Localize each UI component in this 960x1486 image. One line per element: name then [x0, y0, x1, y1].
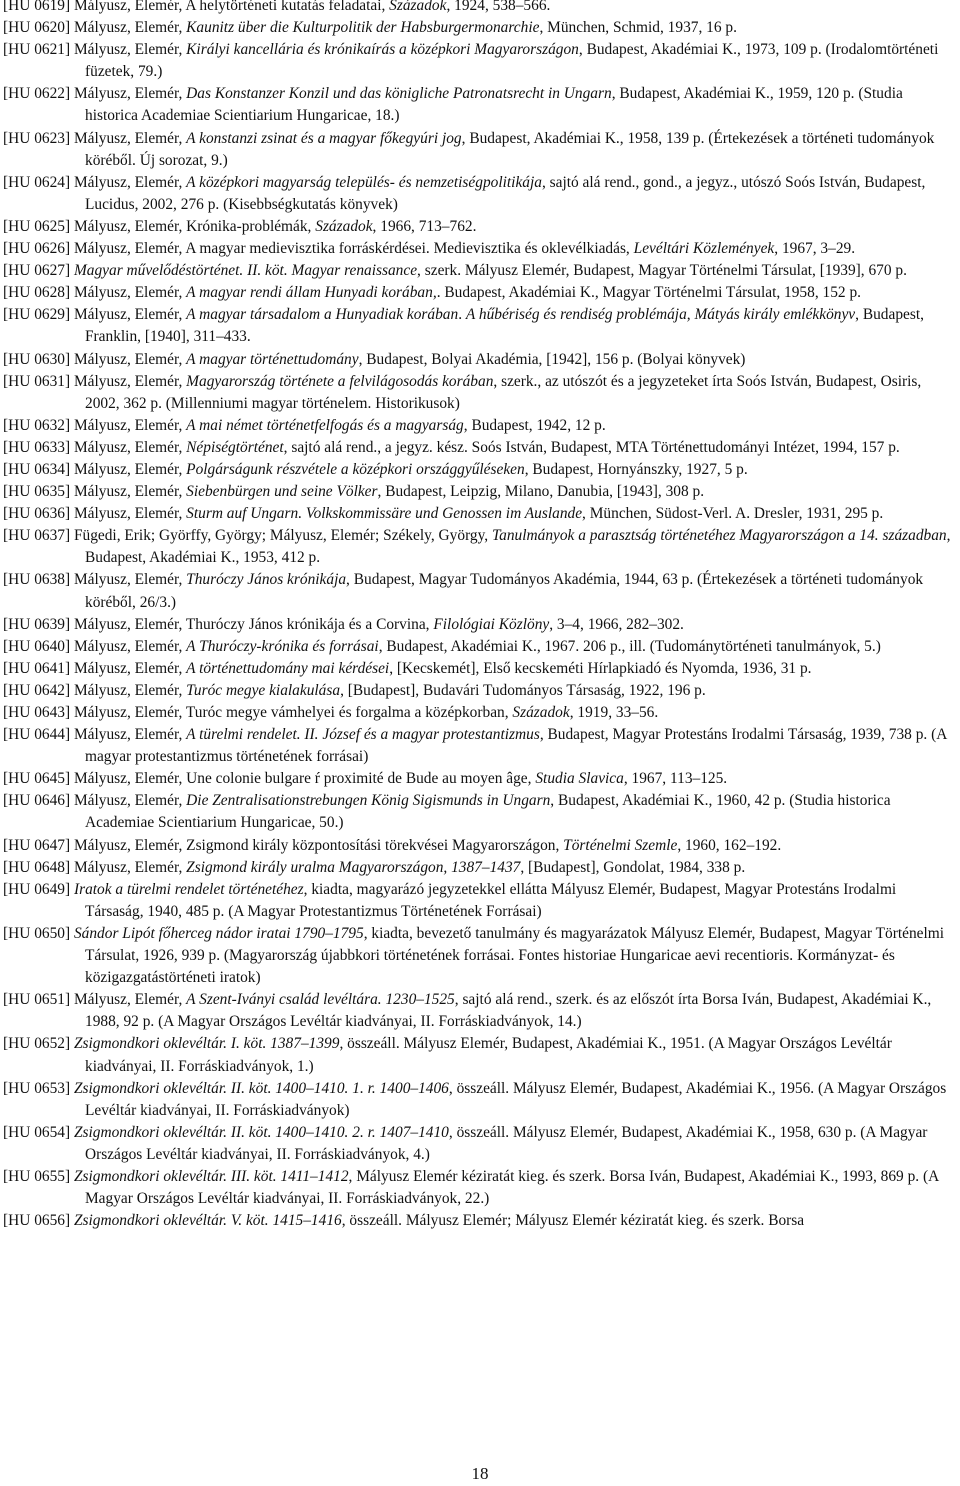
entry-text: [HU 0636] Mályusz, Elemér, — [3, 505, 187, 523]
bibliography-entry — [3, 282, 956, 304]
bibliography-entry — [3, 260, 956, 282]
entry-title-italic: Filológiai Közlöny — [433, 615, 550, 633]
entry-text: , sajtó alá rend., szerk. és az előszót írta Borsa Iván, Budapest, Akadémiai K., 1988, 92 p. (A Magyar Országos Levéltár kiadványai, II. Forráskiadványok, 14.) — [85, 991, 932, 1031]
bibliography-entry — [3, 614, 956, 636]
entry-text: [HU 0622] Mályusz, Elemér, — [3, 85, 187, 103]
entry-title-italic: Századok — [512, 704, 570, 721]
bibliography-entry — [3, 1210, 956, 1232]
entry-text: [HU 0648] Mályusz, Elemér, — [3, 858, 187, 876]
entry-text: , [Budapest], Budavári Tudományos Társaság, 1922, 196 p. — [340, 681, 706, 699]
bibliography-entry — [3, 724, 956, 768]
entry-text: [HU 0650] — [3, 924, 74, 942]
bibliography-entry — [3, 459, 956, 481]
entry-title-italic: Századok — [389, 0, 447, 14]
bibliography-entry — [3, 790, 956, 834]
entry-text: , Budapest, Akadémiai K., 1958, 139 p. (Értekezések a történeti tudományok köréből. Új sorozat, 9.) — [85, 129, 935, 169]
entry-text: , Budapest, Leipzig, Milano, Danubia, [1943], 308 p. — [377, 483, 705, 501]
entry-text: , Budapest, Magyar Tudományos Akadémia, 1944, 63 p. (Értekezések a történeti tudományok köréből, 26/3.) — [85, 571, 924, 611]
entry-text: , kiadta, bevezető tanulmány és magyarázatok Mályusz Elemér, Budapest, Magyar Történelmi Társulat, 1926, 939 p. (Magyarország újabbkori történetének forrásai. Fontes historiae Hungaricae aevi recentioris. Kormányzat- és közigazgatástörténeti iratok) — [85, 924, 945, 987]
entry-text: , szerk. Mályusz Elemér, Budapest, Magyar Történelmi Társulat, [1939], 670 p. — [417, 262, 907, 280]
entry-text: . Budapest, Akadémiai K., Magyar Történelmi Társulat, 1958, 152 p. — [436, 284, 861, 302]
entry-text: [HU 0656] — [3, 1212, 74, 1230]
entry-text: [HU 0621] Mályusz, Elemér, — [3, 41, 187, 59]
entry-text: [HU 0638] Mályusz, Elemér, — [3, 571, 187, 589]
entry-title-italic: A magyar társadalom a Hunyadiak korában — [186, 306, 459, 324]
bibliography-entry — [3, 569, 956, 613]
entry-text: [HU 0620] Mályusz, Elemér, — [3, 19, 187, 37]
entry-title-italic: Siebenbürgen und seine Völker — [186, 483, 378, 501]
entry-title-italic: Tanulmányok a parasztság történetéhez Magyarországon a 14. században — [492, 527, 947, 545]
entry-title-italic: Turóc megye kialakulása — [186, 681, 341, 699]
entry-text: . — [458, 306, 466, 324]
bibliography-entry — [3, 1033, 956, 1077]
bibliography-entry — [3, 83, 956, 127]
entry-text: , Budapest, Akadémiai K., 1967. 206 p., ill. (Tudománytörténeti tanulmányok, 5.) — [378, 637, 881, 655]
bibliography-entry — [3, 989, 956, 1033]
bibliography-entry — [3, 1122, 956, 1166]
entry-title-italic: Iratok a türelmi rendelet történetéhez — [73, 880, 304, 898]
entry-title-italic: A mai német történetfelfogás és a magyarság — [186, 416, 464, 434]
bibliography-entry — [3, 0, 956, 17]
entry-title-italic: Zsigmondkori oklevéltár. I. köt. 1387–1399 — [73, 1035, 340, 1053]
entry-text: , 1960, 162–192. — [677, 836, 782, 854]
entry-title-italic: Magyar művelődéstörténet. II. köt. Magyar renaissance — [73, 262, 418, 280]
entry-title-italic: A magyar történettudomány — [186, 350, 359, 368]
bibliography-entry — [3, 525, 956, 569]
entry-title-italic: Studia Slavica — [535, 770, 624, 788]
entry-title-italic: Sturm auf Ungarn. Volkskommissäre und Genossen im Auslande — [186, 505, 583, 523]
entry-text: [HU 0635] Mályusz, Elemér, — [3, 483, 187, 501]
entry-text: [HU 0629] Mályusz, Elemér, — [3, 306, 187, 324]
entry-text: [HU 0643] Mályusz, Elemér, Turóc megye vámhelyei és forgalma a középkorban, — [3, 704, 513, 721]
entry-text: , [Budapest], Gondolat, 1984, 338 p. — [520, 858, 746, 876]
bibliography-entry — [3, 636, 956, 658]
bibliography-entry — [3, 481, 956, 503]
bibliography-entry — [3, 503, 956, 525]
entry-text: , Mályusz Elemér kéziratát kieg. és szerk. Borsa Iván, Budapest, Akadémiai K., 1993, 869 p. (A Magyar Országos Levéltár kiadványai, II. Forráskiadványok, 22.) — [85, 1167, 939, 1208]
entry-text: , összeáll. Mályusz Elemér, Budapest, Akadémiai K., 1956. (A Magyar Országos Levéltár kiadványai, II. Forráskiadványok) — [85, 1079, 947, 1119]
entry-title-italic: A Thuróczy-krónika és forrásai — [186, 637, 379, 655]
entry-text: , 1966, 713–762. — [372, 217, 477, 235]
entry-text: , összeáll. Mályusz Elemér; Mályusz Elemér kéziratát kieg. és szerk. Borsa — [341, 1212, 805, 1230]
entry-text: , Budapest, Hornyánszky, 1927, 5 p. — [524, 460, 748, 478]
entry-title-italic: A magyar rendi állam Hunyadi korában, — [186, 284, 437, 302]
bibliography-entry — [3, 128, 956, 172]
entry-text: [HU 0644] Mályusz, Elemér, — [3, 726, 187, 744]
entry-text: , 1967, 113–125. — [623, 770, 728, 788]
entry-text: [HU 0649] — [3, 880, 74, 898]
entry-title-italic: Zsigmondkori oklevéltár. II. köt. 1400–1410. 2. r. 1407–1410 — [73, 1123, 449, 1141]
entry-text: [HU 0654] — [3, 1123, 74, 1141]
entry-text: [HU 0631] Mályusz, Elemér, — [3, 372, 187, 390]
entry-text: [HU 0627] — [3, 262, 74, 280]
bibliography-entry — [3, 857, 956, 879]
entry-text: , München, Schmid, 1937, 16 p. — [539, 19, 737, 37]
entry-title-italic: Zsigmondkori oklevéltár. II. köt. 1400–1410. 1. r. 1400–1406 — [73, 1079, 449, 1097]
entry-text: [HU 0632] Mályusz, Elemér, — [3, 416, 187, 434]
entry-text: [HU 0633] Mályusz, Elemér, — [3, 438, 187, 456]
entry-text: , összeáll. Mályusz Elemér, Budapest, Akadémiai K., 1951. (A Magyar Országos Levéltár kiadványai, II. Forráskiadványok, 1.) — [85, 1035, 892, 1075]
entry-text: , Budapest, Franklin, [1940], 311–433. — [85, 306, 924, 346]
entry-text: [HU 0637] Fügedi, Erik; Györffy, György; Mályusz, Elemér; Székely, György, — [3, 527, 492, 545]
entry-text: [HU 0639] Mályusz, Elemér, Thuróczy János krónikája és a Corvina, — [3, 615, 434, 633]
entry-title-italic: A konstanzi zsinat és a magyar főkegyúri jog — [186, 129, 462, 147]
entry-text: , 1924, 538–566. — [446, 0, 551, 14]
entry-text: , München, Südost-Verl. A. Dresler, 1931, 295 p. — [582, 505, 884, 523]
entry-text: [HU 0624] Mályusz, Elemér, — [3, 173, 187, 191]
entry-title-italic: Zsigmondkori oklevéltár. V. köt. 1415–1416 — [73, 1212, 342, 1230]
entry-title-italic: Zsigmond király uralma Magyarországon, 1387–1437 — [186, 858, 521, 876]
bibliography-entry — [3, 17, 956, 39]
entry-text: [HU 0625] Mályusz, Elemér, Krónika-problémák, — [3, 217, 316, 235]
bibliography-entry — [3, 349, 956, 371]
entry-text: , Budapest, Magyar Protestáns Irodalmi Társaság, 1939, 738 p. (A magyar protestantizmus történetének forrásai) — [85, 726, 947, 766]
entry-title-italic: Magyarország története a felvilágosodás korában — [186, 372, 494, 390]
entry-text: [HU 0641] Mályusz, Elemér, — [3, 659, 187, 677]
bibliography-entry — [3, 658, 956, 680]
bibliography-entry — [3, 216, 956, 238]
entry-text: [HU 0652] — [3, 1035, 74, 1053]
bibliography-entry — [3, 879, 956, 923]
bibliography-entry — [3, 437, 956, 459]
entry-text: [HU 0630] Mályusz, Elemér, — [3, 350, 187, 368]
entry-title-italic: Történelmi Szemle — [563, 836, 678, 854]
bibliography-list — [3, 0, 956, 1232]
entry-text: , szerk., az utószót és a jegyzeteket írta Soós István, Budapest, Osiris, 2002, 362 p. (Millenniumi magyar történelem. Historikusok) — [85, 372, 922, 412]
entry-title-italic: A türelmi rendelet. II. József és a magyar protestantizmus — [186, 726, 540, 744]
entry-text: [HU 0628] Mályusz, Elemér, — [3, 284, 187, 302]
bibliography-entry — [3, 923, 956, 989]
bibliography-entry — [3, 371, 956, 415]
entry-title-italic: A középkori magyarság település- és nemzetiségpolitikája — [186, 173, 542, 191]
entry-title-italic: Levéltári Közlemények — [633, 240, 775, 258]
entry-text: , kiadta, magyarázó jegyzetekkel ellátta Mályusz Elemér, Budapest, Magyar Protestáns Irodalmi Társaság, 1940, 485 p. (A Magyar Protestantizmus Történetének Forrásai) — [85, 880, 897, 920]
bibliography-entry — [3, 1166, 956, 1210]
entry-text: [HU 0646] Mályusz, Elemér, — [3, 792, 187, 810]
entry-text: [HU 0647] Mályusz, Elemér, Zsigmond király központosítási törekvései Magyarországon, — [3, 836, 564, 854]
entry-text: , 1967, 3–29. — [774, 240, 856, 258]
entry-text: [HU 0640] Mályusz, Elemér, — [3, 637, 187, 655]
entry-text: , Budapest, Akadémiai K., 1959, 120 p. (Studia historica Academiae Scientiarium Hungaricae, 18.) — [85, 85, 903, 125]
entry-title-italic: Népiségtörténet — [186, 438, 284, 456]
bibliography-entry — [3, 835, 956, 857]
entry-text: [HU 0619] Mályusz, Elemér, A helytörténeti kutatás feladatai, — [3, 0, 390, 14]
entry-text: [HU 0651] Mályusz, Elemér, — [3, 991, 187, 1009]
bibliography-entry — [3, 238, 956, 260]
entry-title-italic: A történettudomány mai kérdései — [186, 659, 390, 677]
entry-text: , Budapest, Akadémiai K., 1960, 42 p. (Studia historica Academiae Scientiarium Hungaricae, 50.) — [85, 792, 891, 832]
page-number: 18 — [471, 1464, 489, 1483]
entry-title-italic: A Szent-Iványi család levéltára. 1230–1525 — [186, 991, 455, 1009]
entry-title-italic: A hűbériség és rendiség problémája, Mátyás király emlékkönyv — [465, 306, 856, 324]
bibliography-entry — [3, 1078, 956, 1122]
entry-text: , 1919, 33–56. — [569, 704, 659, 721]
bibliography-entry — [3, 415, 956, 437]
entry-text: , Budapest, 1942, 12 p. — [463, 416, 606, 434]
entry-title-italic: Zsigmondkori oklevéltár. III. köt. 1411–1412 — [73, 1167, 349, 1185]
entry-title-italic: Polgárságunk részvétele a középkori országgyűléseken — [186, 460, 525, 478]
entry-text: , Budapest, Bolyai Akadémia, [1942], 156 p. (Bolyai könyvek) — [358, 350, 746, 368]
entry-text: , sajtó alá rend., a jegyz. kész. Soós István, Budapest, MTA Történettudományi Intézet, 1994, 157 p. — [283, 438, 900, 456]
entry-title-italic: Századok — [315, 217, 373, 235]
entry-title-italic: Das Konstanzer Konzil und das königliche Patronatsrecht in Ungarn — [186, 85, 612, 103]
entry-text: [HU 0623] Mályusz, Elemér, — [3, 129, 187, 147]
entry-title-italic: Die Zentralisationstrebungen König Sigismunds in Ungarn — [186, 792, 551, 810]
entry-text: , Budapest, Akadémiai K., 1953, 412 p. — [85, 527, 951, 567]
entry-text: [HU 0655] — [3, 1167, 74, 1185]
entry-text: [HU 0642] Mályusz, Elemér, — [3, 681, 187, 699]
entry-title-italic: Kaunitz über die Kulturpolitik der Habsburgermonarchie — [186, 19, 540, 37]
bibliography-entry — [3, 768, 956, 790]
bibliography-entry — [3, 680, 956, 702]
entry-text: , sajtó alá rend., gond., a jegyz., utószó Soós István, Budapest, Lucidus, 2002, 276 p. (Kisebbségkutatás könyvek) — [85, 173, 926, 213]
entry-text: [HU 0634] Mályusz, Elemér, — [3, 460, 187, 478]
entry-text: [HU 0645] Mályusz, Elemér, Une colonie bulgare ŕ proximité de Bude au moyen âge, — [3, 770, 536, 788]
entry-title-italic: Királyi kancellária és krónikaírás a középkori Magyarországon — [186, 41, 579, 59]
bibliography-entry — [3, 39, 956, 83]
entry-text: [HU 0653] — [3, 1079, 74, 1097]
bibliography-entry — [3, 304, 956, 348]
bibliography-entry — [3, 172, 956, 216]
entry-title-italic: Thuróczy János krónikája — [186, 571, 347, 589]
entry-text: , Budapest, Akadémiai K., 1973, 109 p. (Irodalomtörténeti füzetek, 79.) — [85, 41, 939, 81]
entry-text: , [Kecskemét], Első kecskeméti Hírlapkiadó és Nyomda, 1936, 31 p. — [389, 659, 812, 677]
entry-title-italic: Sándor Lipót főherceg nádor iratai 1790–1795 — [73, 924, 364, 942]
entry-text: , összeáll. Mályusz Elemér, Budapest, Akadémiai K., 1958, 630 p. (A Magyar Országos Levéltár kiadványai, II. Forráskiadványok, 4.) — [85, 1123, 928, 1163]
entry-text: [HU 0626] Mályusz, Elemér, A magyar medievisztika forráskérdései. Medievisztika és oklevélkiadás, — [3, 240, 634, 258]
entry-text: , 3–4, 1966, 282–302. — [549, 615, 684, 633]
bibliography-entry — [3, 702, 956, 724]
